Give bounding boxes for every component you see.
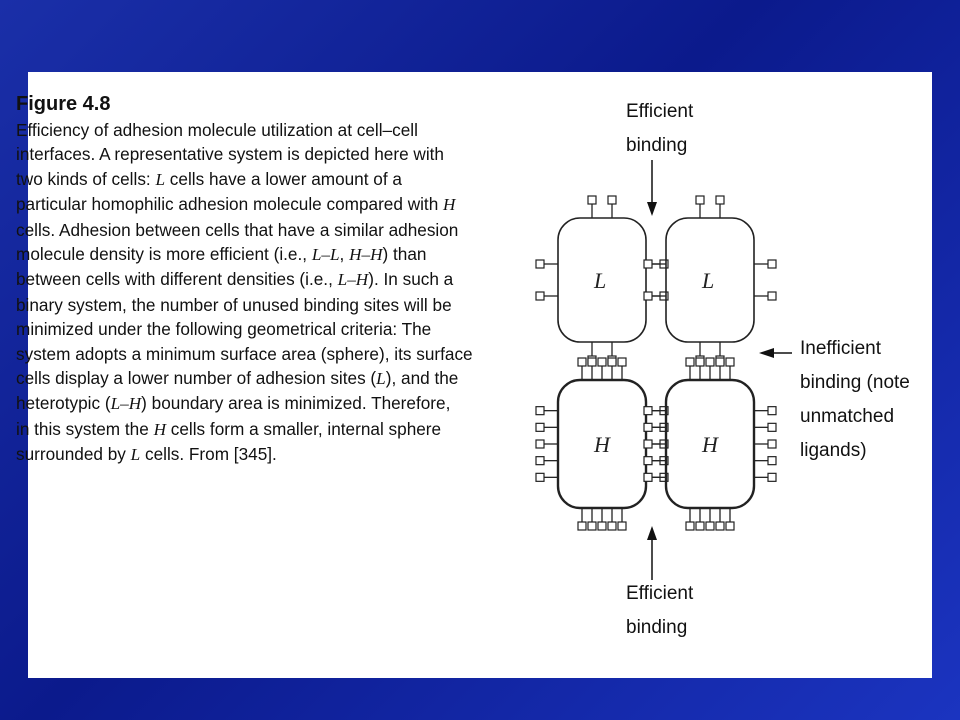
caption-text: ) boundary area is minimized. Therefore, — [141, 393, 451, 414]
ligand-box — [536, 260, 544, 268]
top-label — [626, 101, 699, 156]
caption-text: heterotypic ( — [16, 393, 111, 414]
ligand-box — [578, 358, 586, 366]
ligand-box — [578, 522, 586, 530]
ligand-box — [706, 358, 714, 366]
ligand-box — [644, 407, 652, 415]
cell-h — [644, 358, 776, 530]
cell-l — [536, 196, 668, 364]
caption-text: two kinds of cells: — [16, 168, 156, 189]
ligand-box — [536, 407, 544, 415]
right-label-line: unmatched — [800, 406, 895, 427]
caption-text: , — [339, 244, 350, 265]
ligand-box — [644, 473, 652, 481]
ligand-box — [696, 522, 704, 530]
cell-l — [644, 196, 776, 364]
ligand-box — [588, 358, 596, 366]
caption-text: cells display a lower number of adhesion sites ( — [16, 368, 377, 389]
ligand-box — [696, 196, 704, 204]
ligand-box — [598, 358, 606, 366]
bottom-label — [626, 583, 699, 638]
caption-text: binary system, the number of unused binding sites will be — [16, 294, 452, 315]
ligand-box — [644, 292, 652, 300]
ligand-box — [536, 292, 544, 300]
caption-text: cells. Adhesion between cells that have a similar adhesion — [16, 219, 459, 240]
caption-text: interfaces. A representative system is depicted here with — [16, 144, 444, 165]
caption-text: surrounded by — [16, 444, 131, 465]
caption-variable: H — [153, 419, 166, 439]
top-label-line: binding — [626, 135, 688, 156]
ligand-box — [768, 457, 776, 465]
ligand-box — [588, 522, 596, 530]
caption-variable: L–L — [311, 245, 340, 265]
right-label-line: Inefficient — [800, 338, 881, 359]
ligand-box — [536, 440, 544, 448]
ligand-box — [644, 423, 652, 431]
caption-variable: L — [130, 445, 141, 465]
ligand-box — [618, 358, 626, 366]
ligand-box — [686, 358, 694, 366]
bottom-arrowhead — [647, 526, 657, 540]
cells-layer — [536, 196, 776, 530]
ligand-box — [608, 358, 616, 366]
caption-text: in this system the — [16, 418, 154, 439]
caption-text: cells. From [345]. — [140, 444, 277, 465]
top-arrowhead — [647, 202, 657, 216]
right-label — [800, 338, 915, 461]
ligand-box — [768, 292, 776, 300]
top-label-line: Efficient — [626, 101, 694, 122]
caption-text: minimized under the following geometrical criteria: The — [16, 319, 432, 340]
caption-text: ). In such a — [368, 269, 454, 290]
ligand-box — [598, 522, 606, 530]
ligand-box — [716, 358, 724, 366]
caption-text: ) than — [382, 244, 427, 265]
ligand-box — [686, 522, 694, 530]
ligand-box — [768, 440, 776, 448]
ligand-box — [768, 260, 776, 268]
cell-letter: L — [702, 268, 715, 293]
ligand-box — [644, 440, 652, 448]
cell-letter: H — [702, 432, 718, 457]
bottom-label-line: Efficient — [626, 583, 694, 604]
ligand-box — [644, 260, 652, 268]
caption-text: system adopts a minimum surface area (sphere), its surface — [16, 343, 473, 364]
right-label-line: ligands) — [800, 440, 867, 461]
caption-variable: L — [155, 169, 166, 189]
caption-variable: H–H — [349, 245, 383, 265]
ligand-box — [706, 522, 714, 530]
ligand-box — [726, 522, 734, 530]
ligand-box — [768, 473, 776, 481]
right-label-line: binding (note — [800, 372, 910, 393]
right-arrowhead — [759, 348, 774, 358]
caption-text: between cells with different densities (i.e., — [16, 269, 338, 290]
caption-text: molecule density is more efficient (i.e., — [16, 244, 312, 265]
ligand-box — [696, 358, 704, 366]
ligand-box — [716, 196, 724, 204]
ligand-box — [716, 522, 724, 530]
ligand-box — [768, 423, 776, 431]
caption-text: ), and the — [385, 368, 459, 389]
caption-text: Efficiency of adhesion molecule utilization at cell–cell — [16, 120, 418, 140]
caption-variable: L–H — [337, 270, 369, 290]
figure-title: Figure 4.8 — [16, 93, 111, 115]
cell-letter: H — [594, 432, 610, 457]
caption-text: cells have a lower amount of a — [165, 168, 402, 189]
ligand-box — [608, 522, 616, 530]
cell-letter: L — [594, 268, 607, 293]
ligand-box — [768, 407, 776, 415]
bottom-label-line: binding — [626, 617, 688, 638]
ligand-box — [618, 522, 626, 530]
ligand-box — [536, 457, 544, 465]
ligand-box — [726, 358, 734, 366]
caption-variable: H — [443, 195, 456, 215]
caption-variable: L — [376, 369, 386, 389]
caption-text: particular homophilic adhesion molecule compared with — [16, 194, 444, 215]
ligand-box — [536, 473, 544, 481]
ligand-box — [608, 196, 616, 204]
caption-text: cells form a smaller, internal sphere — [165, 418, 442, 439]
ligand-box — [536, 423, 544, 431]
caption-variable: L–H — [110, 394, 142, 414]
ligand-box — [588, 196, 596, 204]
ligand-box — [644, 457, 652, 465]
